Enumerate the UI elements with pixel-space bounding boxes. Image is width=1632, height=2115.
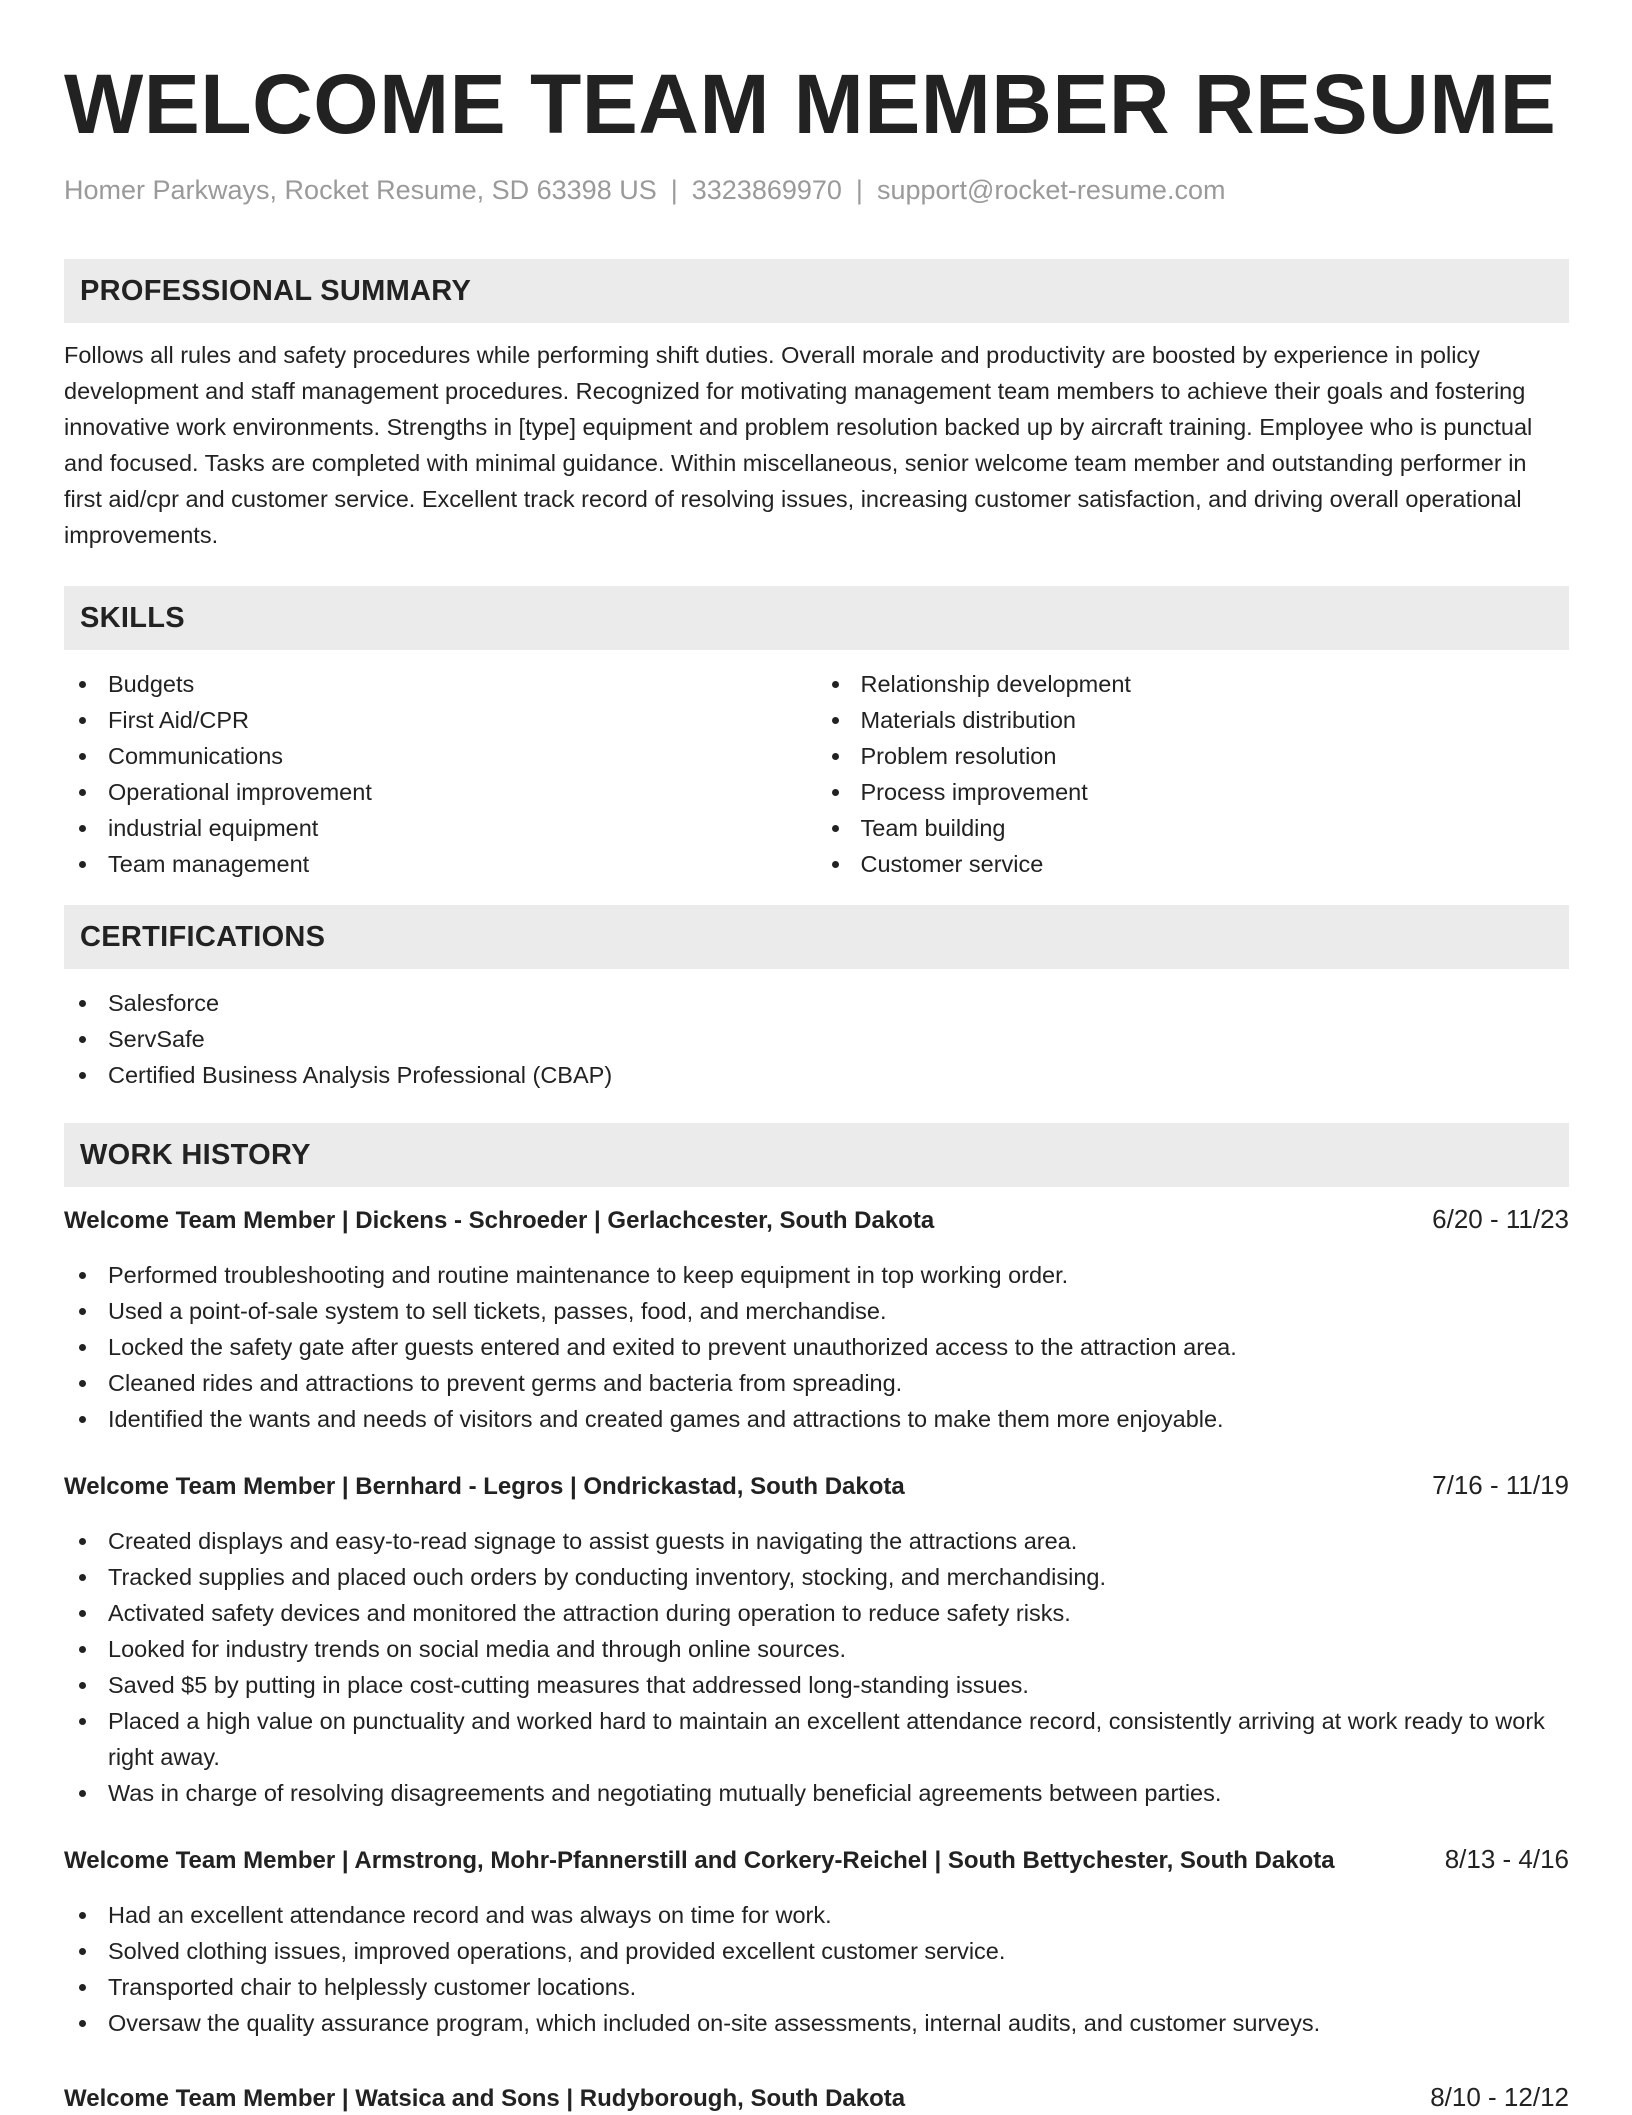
certification-item: Certified Business Analysis Professional (CBAP)	[64, 1057, 1569, 1093]
skills-list	[64, 666, 1569, 882]
work-history-section-header: WORK HISTORY	[64, 1123, 1569, 1187]
resume-title: WELCOME TEAM MEMBER RESUME	[64, 57, 1557, 151]
job-bullet: Placed a high value on punctuality and worked hard to maintain an excellent attendance record, consistently arriving at work ready to work right away.	[64, 1703, 1569, 1775]
skill-item: Process improvement	[817, 774, 1570, 810]
job-bullet: Used a point-of-sale system to sell tickets, passes, food, and merchandise.	[64, 1293, 1569, 1329]
job-header	[64, 2081, 1569, 2115]
job-title: Welcome Team Member | Armstrong, Mohr-Pfannerstill and Corkery-Reichel | South Bettychester, South Dakota	[64, 1847, 1335, 1875]
job-dates: 8/10 - 12/12	[1430, 2082, 1569, 2113]
job-bullet: Transported chair to helplessly customer locations.	[64, 1969, 1569, 2005]
job-bullet: Saved $5 by putting in place cost-cutting measures that addressed long-standing issues.	[64, 1667, 1569, 1703]
skill-item: Problem resolution	[817, 738, 1570, 774]
resume-page	[64, 0, 1569, 2115]
job-bullet: Created displays and easy-to-read signage to assist guests in navigating the attractions area.	[64, 1523, 1569, 1559]
skill-item: industrial equipment	[64, 810, 817, 846]
contact-info	[64, 174, 1569, 206]
job-title: Welcome Team Member | Watsica and Sons | Rudyborough, South Dakota	[64, 2085, 906, 2113]
skill-item: Relationship development	[817, 666, 1570, 702]
job-header	[64, 1203, 1569, 1237]
skills-column-right	[817, 666, 1570, 882]
contact-address: Homer Parkways, Rocket Resume, SD 63398 US	[64, 175, 657, 205]
job-bullets	[64, 1257, 1569, 1437]
job-bullet: Cleaned rides and attractions to prevent germs and bacteria from spreading.	[64, 1365, 1569, 1401]
job-entry	[64, 1843, 1569, 2041]
job-bullet: Looked for industry trends on social media and through online sources.	[64, 1631, 1569, 1667]
summary-text: Follows all rules and safety procedures while performing shift duties. Overall morale and productivity are boosted by experience in policy development and staff management procedures. Recognized for motivating management team members to achieve their goals and fostering innovative work environments. Strengths in [type] equipment and problem resolution backed up by aircraft training. Employee who is punctual and focused. Tasks are completed with minimal guidance. Within miscellaneous, senior welcome team member and outstanding performer in first aid/cpr and customer service. Excellent track record of resolving issues, increasing customer satisfaction, and driving overall operational improvements.	[64, 342, 1533, 549]
job-entry	[64, 2081, 1569, 2115]
job-bullet: Solved clothing issues, improved operations, and provided excellent customer service.	[64, 1933, 1569, 1969]
job-bullet: Locked the safety gate after guests entered and exited to prevent unauthorized access to the attraction area.	[64, 1329, 1569, 1365]
job-bullet: Was in charge of resolving disagreements and negotiating mutually beneficial agreements between parties.	[64, 1775, 1569, 1811]
certifications-list	[64, 985, 1569, 1093]
job-bullet: Activated safety devices and monitored the attraction during operation to reduce safety risks.	[64, 1595, 1569, 1631]
contact-separator: |	[670, 175, 678, 205]
skill-item: Operational improvement	[64, 774, 817, 810]
skill-item: Customer service	[817, 846, 1570, 882]
job-bullets	[64, 1523, 1569, 1811]
summary-section-header: PROFESSIONAL SUMMARY	[64, 259, 1569, 323]
skill-item: Team management	[64, 846, 817, 882]
job-title: Welcome Team Member | Dickens - Schroeder | Gerlachcester, South Dakota	[64, 1207, 935, 1235]
job-dates: 8/13 - 4/16	[1444, 1844, 1569, 1875]
certification-item: ServSafe	[64, 1021, 1569, 1057]
job-bullet: Oversaw the quality assurance program, which included on-site assessments, internal audits, and customer surveys.	[64, 2005, 1569, 2041]
skill-item: Materials distribution	[817, 702, 1570, 738]
job-bullet: Had an excellent attendance record and was always on time for work.	[64, 1897, 1569, 1933]
job-bullets	[64, 1897, 1569, 2041]
skills-section-header: SKILLS	[64, 586, 1569, 650]
contact-separator: |	[855, 175, 863, 205]
certifications-section-header: CERTIFICATIONS	[64, 905, 1569, 969]
job-bullet: Identified the wants and needs of visitors and created games and attractions to make them more enjoyable.	[64, 1401, 1569, 1437]
certification-item: Salesforce	[64, 985, 1569, 1021]
skills-column-left	[64, 666, 817, 882]
job-header	[64, 1469, 1569, 1503]
skill-item: Team building	[817, 810, 1570, 846]
skill-item: Communications	[64, 738, 817, 774]
job-entry	[64, 1469, 1569, 1811]
job-dates: 6/20 - 11/23	[1432, 1204, 1569, 1235]
job-title: Welcome Team Member | Bernhard - Legros | Ondrickastad, South Dakota	[64, 1473, 905, 1501]
job-header	[64, 1843, 1569, 1877]
skill-item: First Aid/CPR	[64, 702, 817, 738]
job-bullet: Performed troubleshooting and routine maintenance to keep equipment in top working order.	[64, 1257, 1569, 1293]
skill-item: Budgets	[64, 666, 817, 702]
job-entry	[64, 1203, 1569, 1437]
job-dates: 7/16 - 11/19	[1432, 1470, 1569, 1501]
job-bullet: Tracked supplies and placed ouch orders by conducting inventory, stocking, and merchandising.	[64, 1559, 1569, 1595]
contact-phone: 3323869970	[691, 175, 842, 205]
contact-email: support@rocket-resume.com	[876, 175, 1226, 205]
